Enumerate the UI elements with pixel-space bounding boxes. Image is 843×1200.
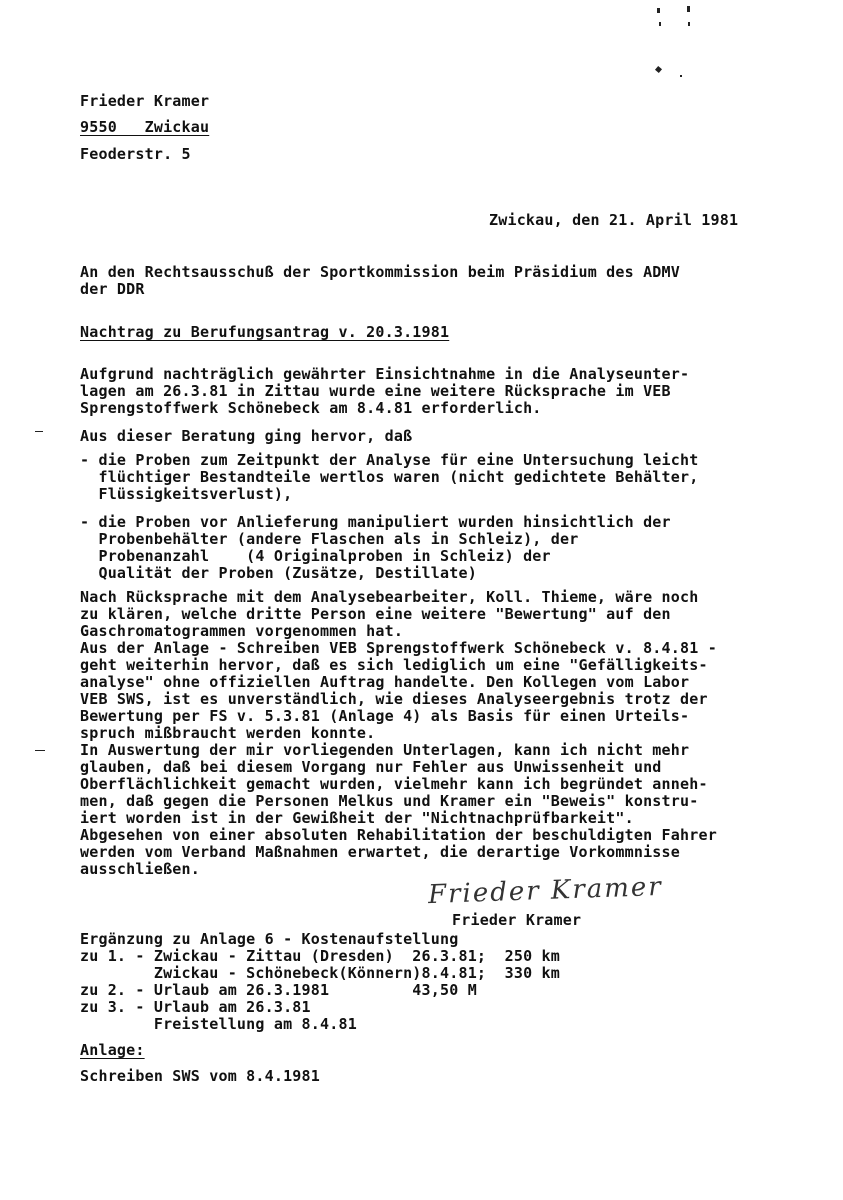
sender-city: 9550 Zwickau <box>80 118 210 136</box>
body-line: Flüssigkeitsverlust), <box>80 485 293 503</box>
body-line: Probenanzahl (4 Originalproben in Schleiz) der <box>80 547 551 565</box>
body-line: Nach Rücksprache mit dem Analysebearbeiter, Koll. Thieme, wäre noch <box>80 588 699 606</box>
body-line: Probenbehälter (andere Flaschen als in Schleiz), der <box>80 530 579 548</box>
attachment-item: Schreiben SWS vom 8.4.1981 <box>80 1067 320 1085</box>
body-line: iert worden ist in der Gewißheit der "Nichtnachprüfbarkeit". <box>80 809 634 827</box>
body-line: Aus dieser Beratung ging hervor, daß <box>80 427 413 445</box>
body-line: Aufgrund nachträglich gewährter Einsichtnahme in die Analyseunter- <box>80 365 690 383</box>
body-line: - die Proben zum Zeitpunkt der Analyse für eine Untersuchung leicht <box>80 451 699 469</box>
body-line: - die Proben vor Anlieferung manipuliert wurden hinsichtlich der <box>80 513 671 531</box>
date-line: Zwickau, den 21. April 1981 <box>489 211 739 229</box>
body-line: In Auswertung der mir vorliegenden Unterlagen, kann ich nicht mehr <box>80 741 690 759</box>
attachment-heading: Anlage: <box>80 1041 145 1059</box>
scan-speck <box>655 66 662 73</box>
body-line: Bewertung per FS v. 5.3.81 (Anlage 4) als Basis für einen Urteils- <box>80 707 690 725</box>
costs-line: zu 2. - Urlaub am 26.3.1981 43,50 M <box>80 981 477 999</box>
body-line: Gaschromatogrammen vorgenommen hat. <box>80 622 404 640</box>
body-line: zu klären, welche dritte Person eine weitere "Bewertung" auf den <box>80 605 671 623</box>
body-line: VEB SWS, ist es unverständlich, wie dieses Analyseergebnis trotz der <box>80 690 708 708</box>
costs-line: Zwickau - Schönebeck(Könnern)8.4.81; 330 km <box>80 964 560 982</box>
body-line: Aus der Anlage - Schreiben VEB Sprengstoffwerk Schönebeck v. 8.4.81 - <box>80 639 717 657</box>
costs-line: zu 3. - Urlaub am 26.3.81 <box>80 998 311 1016</box>
printed-signature: Frieder Kramer <box>452 911 582 929</box>
scan-speck <box>680 75 682 77</box>
scan-speck <box>657 8 660 13</box>
body-line: lagen am 26.3.81 in Zittau wurde eine weitere Rücksprache im VEB <box>80 382 671 400</box>
body-line: Oberflächlichkeit gemacht wurden, vielmehr kann ich begründet anneh- <box>80 775 708 793</box>
body-line: analyse" ohne offiziellen Auftrag handelte. Den Kollegen vom Labor <box>80 673 690 691</box>
body-line: Sprengstoffwerk Schönebeck am 8.4.81 erforderlich. <box>80 399 542 417</box>
scan-speck <box>35 750 45 751</box>
body-line: werden vom Verband Maßnahmen erwartet, die derartige Vorkommnisse <box>80 843 680 861</box>
subject-line: Nachtrag zu Berufungsantrag v. 20.3.1981 <box>80 323 450 341</box>
scan-speck <box>659 22 661 26</box>
scan-speck <box>35 431 43 432</box>
recipient-line: An den Rechtsausschuß der Sportkommission beim Präsidium des ADMV <box>80 263 680 281</box>
body-line: glauben, daß bei diesem Vorgang nur Fehler aus Unwissenheit und <box>80 758 662 776</box>
scan-speck <box>688 22 690 26</box>
sender-name: Frieder Kramer <box>80 92 210 110</box>
body-line: men, daß gegen die Personen Melkus und Kramer ein "Beweis" konstru- <box>80 792 699 810</box>
body-line: Abgesehen von einer absoluten Rehabilitation der beschuldigten Fahrer <box>80 826 717 844</box>
handwritten-signature: Frieder Kramer <box>427 871 664 911</box>
body-line: ausschließen. <box>80 860 200 878</box>
body-line: flüchtiger Bestandteile wertlos waren (nicht gedichtete Behälter, <box>80 468 699 486</box>
costs-line: zu 1. - Zwickau - Zittau (Dresden) 26.3.81; 250 km <box>80 947 560 965</box>
body-line: spruch mißbraucht werden konnte. <box>80 724 376 742</box>
body-line: geht weiterhin hervor, daß es sich lediglich um eine "Gefälligkeits- <box>80 656 708 674</box>
sender-street: Feoderstr. 5 <box>80 145 191 163</box>
costs-line: Ergänzung zu Anlage 6 - Kostenaufstellung <box>80 930 459 948</box>
body-line: Qualität der Proben (Zusätze, Destillate) <box>80 564 477 582</box>
scan-speck <box>687 6 690 12</box>
recipient-line: der DDR <box>80 280 145 298</box>
costs-line: Freistellung am 8.4.81 <box>80 1015 357 1033</box>
